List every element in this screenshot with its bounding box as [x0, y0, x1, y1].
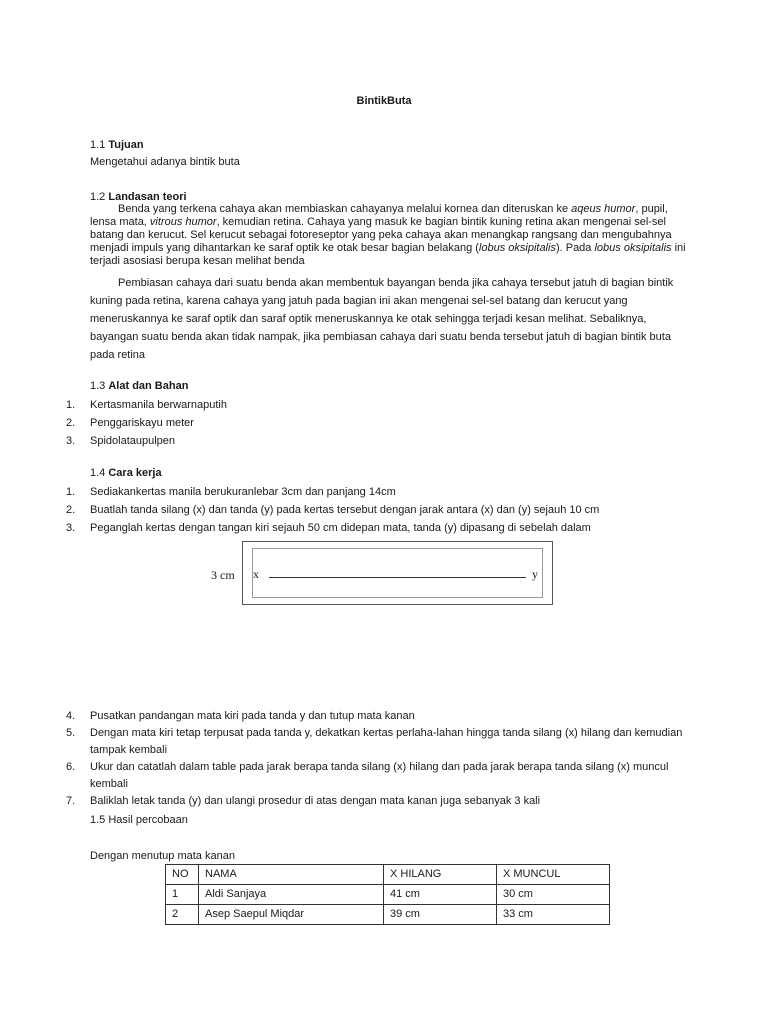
section-label: Landasan teori: [108, 191, 187, 203]
section-1-3-heading: [90, 379, 188, 394]
paper-strip-inner: [252, 548, 543, 598]
section-1-5-heading: 1.5 Hasil percobaan: [90, 814, 188, 826]
list-item: [66, 432, 686, 450]
table-row: [166, 885, 610, 905]
mark-x: x: [253, 567, 259, 581]
list-number: 1.: [66, 399, 76, 411]
table-cell: Aldi Sanjaya: [199, 885, 384, 905]
text-run: ini terjadi asosiasi berupa kesan melihat benda: [90, 242, 686, 267]
section-number: 1.2: [90, 191, 106, 203]
procedure-list-1: [66, 483, 686, 537]
list-text: Pusatkan pandangan mata kiri pada tanda y dan tutup mata kanan: [90, 710, 415, 722]
section-1-2-paragraph-2: Pembiasan cahaya dari suatu benda akan membentuk bayangan benda jika cahaya tersebut jatuh di bagian bintik kuning pada retina, karena cahaya yang jatuh pada bagian ini akan mengenai sel-sel batang dan kerucut yang meneruskannya ke saraf optik dan saraf optik meneruskannya ke otak sehingga terjadi kesan melihat. Sebaliknya, bayangan suatu benda akan tidak nampak, jika pembiasan cahaya dari suatu benda tersebut jatuh di bagian bintik buta pada retina: [90, 277, 674, 361]
list-number: 7.: [66, 795, 76, 807]
list-text: Buatlah tanda silang (x) dan tanda (y) pada kertas tersebut dengan jarak antara (x) dan (y) sejauh 10 cm: [90, 504, 600, 516]
text-run-italic: lobus oksipitalis: [478, 242, 556, 254]
list-number: 4.: [66, 710, 76, 722]
text-run-italic: lobus oksipitalis: [594, 242, 672, 254]
list-item: [66, 519, 686, 537]
list-text: Sediakankertas manila berukuranlebar 3cm dan panjang 14cm: [90, 486, 396, 498]
section-label: Tujuan: [108, 139, 144, 151]
list-text: Penggariskayu meter: [90, 417, 194, 429]
text-run: Benda yang terkena cahaya akan membiaskan cahayanya melalui kornea dan diteruskan ke: [118, 203, 572, 215]
list-number: 6.: [66, 761, 76, 773]
list-item: [66, 708, 686, 725]
header-cell: X HILANG: [384, 865, 497, 885]
section-number: 1.4: [90, 467, 106, 479]
distance-line: [269, 577, 526, 578]
table-header-row: [166, 865, 610, 885]
list-text: Baliklah letak tanda (y) dan ulangi prosedur di atas dengan mata kanan juga sebanyak 3 kali: [90, 795, 541, 807]
section-1-1-heading: [90, 138, 144, 153]
section-number: 1.1: [90, 139, 106, 151]
list-number: 1.: [66, 486, 76, 498]
list-item: [66, 759, 686, 793]
procedure-list-2: [66, 708, 686, 810]
list-item: [66, 793, 686, 810]
section-number: 1.3: [90, 380, 106, 392]
table-cell: 41 cm: [384, 885, 497, 905]
table-cell: 2: [166, 905, 199, 925]
section-1-2-paragraph-1: [90, 203, 688, 268]
list-text: Spidolataupulpen: [90, 435, 176, 447]
header-cell: NO: [166, 865, 199, 885]
text-run: , pupil, lensa mata,: [90, 203, 668, 228]
header-cell: NAMA: [199, 865, 384, 885]
section-1-4-heading: [90, 466, 162, 481]
table-cell: 39 cm: [384, 905, 497, 925]
list-item: [66, 396, 686, 414]
section-1-1-text: Mengetahui adanya bintik buta: [90, 156, 240, 168]
list-number: 2.: [66, 504, 76, 516]
list-text: Ukur dan catatlah dalam table pada jarak berapa tanda silang (x) hilang dan pada jarak berapa tanda silang (x) muncul kembali: [90, 761, 669, 790]
list-text: Kertasmanila berwarnaputih: [90, 399, 227, 411]
results-table: [165, 864, 610, 925]
document-title: BintikButa: [356, 95, 412, 107]
text-run-italic: aqeus humor: [571, 203, 636, 215]
materials-list: [66, 396, 686, 450]
list-item: [66, 501, 686, 519]
text-run: , kemudian retina. Cahaya yang masuk ke bagian bintik kuning retina akan mengenai sel-sel batang dan kerucut. Sel kerucut sebagai fotoreseptor yang peka cahaya akan menangkap rangsang dan mengubahnya menjadi impuls yang dihantarkan ke saraf optik ke otak besar bagian belakang (: [90, 216, 672, 254]
list-number: 5.: [66, 727, 76, 739]
list-number: 2.: [66, 417, 76, 429]
text-run: ). Pada: [555, 242, 595, 254]
table-caption: Dengan menutup mata kanan: [90, 850, 235, 862]
list-item: [66, 483, 686, 501]
section-label: Cara kerja: [108, 467, 162, 479]
table-cell: Asep Saepul Miqdar: [199, 905, 384, 925]
section-label: Alat dan Bahan: [108, 380, 189, 392]
list-text: Peganglah kertas dengan tangan kiri sejauh 50 cm didepan mata, tanda (y) dipasang di sebelah dalam: [90, 522, 591, 534]
list-item: [66, 414, 686, 432]
mark-y: y: [532, 567, 538, 581]
table-cell: 1: [166, 885, 199, 905]
paper-strip-figure: [242, 541, 553, 605]
table-cell: 30 cm: [497, 885, 610, 905]
figure-width-label: 3 cm: [211, 568, 235, 582]
list-text: Dengan mata kiri tetap terpusat pada tanda y, dekatkan kertas perlaha-lahan hingga tanda silang (x) hilang dan kemudian tampak kembali: [90, 727, 683, 756]
list-number: 3.: [66, 522, 76, 534]
list-number: 3.: [66, 435, 76, 447]
text-run-italic: vitrous humor: [149, 216, 217, 228]
table-cell: 33 cm: [497, 905, 610, 925]
header-cell: X MUNCUL: [497, 865, 610, 885]
list-item: [66, 725, 686, 759]
table-row: [166, 905, 610, 925]
